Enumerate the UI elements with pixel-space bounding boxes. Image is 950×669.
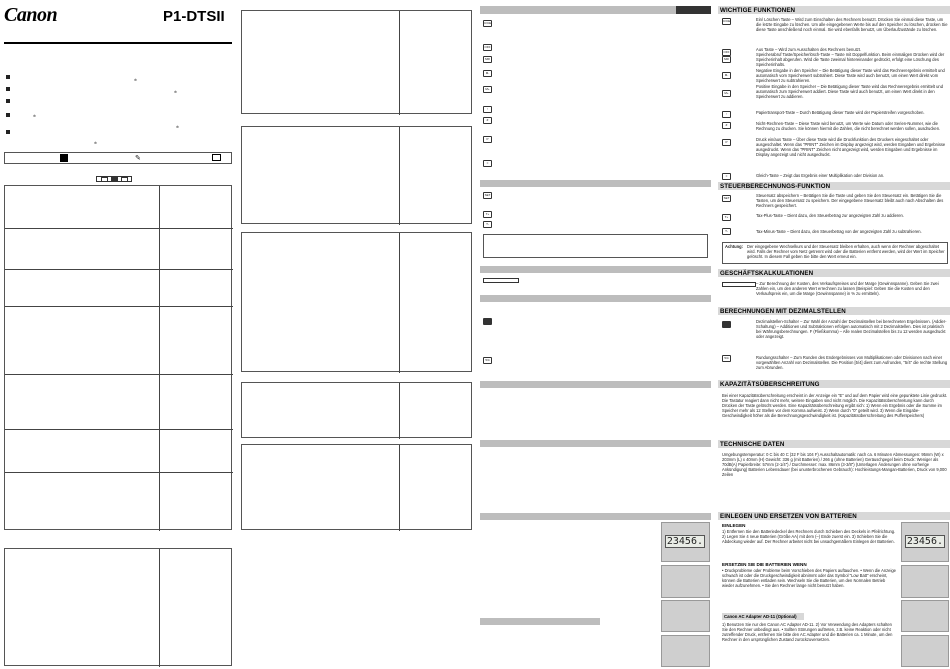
- header-bar: [480, 618, 600, 625]
- feed-key-icon: ↑: [722, 111, 731, 118]
- note-box: [483, 234, 708, 258]
- tax-minus-text: Tax-Minus-Taste – Dient dazu, den Steuerbetrag von der angezeigten Zahl zu subtrahieren.: [756, 229, 922, 234]
- battery-insert-photo: [901, 600, 949, 632]
- print-key-icon: P: [722, 139, 731, 146]
- header-bar: [480, 513, 711, 520]
- section-heading-batterien: EINLEGEN UND ERSETZEN VON BATTERIEN: [718, 512, 950, 520]
- tax-minus-key-icon: T-: [483, 221, 492, 228]
- page-key-reference: [480, 0, 711, 669]
- plus-symbol: ⊕: [174, 90, 178, 94]
- business-text: – Zur Berechnung der Kosten, des Verkaufspreises und der Marge (Gewinnspanne). Geben Sie zwei Zahlen ein, um den anderen Wert errechnen zu lassen (Beispiel: Geben Sie die Kosten und den Verkaufspreis ein, um die Marge (Gewinnspanne) in % zu ermitteln).: [756, 281, 939, 297]
- function-ein-loeschen: Ein/ Löschen Taste – Wird zum Einschalten des Rechners benutzt. Drücken Sie einmal diese Taste, um die letzte Eingabe zu löschen. Um alle eingegebenen Werte bis auf den Speicher zu löschen, drücken Sie diese Taste anschließend noch einmal. Sie wird ebenfalls benutzt, um Überlaufzustände zu löschen.: [756, 17, 948, 33]
- section-heading-kapazitaet: KAPAZITÄTSÜBERSCHREITUNG: [718, 380, 950, 388]
- tax-note-label: Achtung:: [725, 244, 743, 249]
- model-name: P1-DTSII: [163, 8, 225, 25]
- tax-plus-key-icon: T+: [483, 211, 492, 218]
- section-heading-steuer: STEUERBERECHNUNGS-FUNKTION: [718, 182, 950, 190]
- tax-plus-text: Tax-Plus-Taste – Dient dazu, den Steuerbetrag zur angezeigten Zahl zu addieren.: [756, 213, 904, 218]
- bullet-marker: [6, 75, 10, 79]
- printout-column-icon: [212, 154, 221, 161]
- example-block: [241, 444, 472, 530]
- page-left: [0, 0, 236, 669]
- off-key-icon: OFF: [723, 50, 730, 54]
- business-keys-icon: [722, 282, 756, 287]
- plus-symbol: ⊕: [134, 78, 138, 82]
- example-block: [241, 382, 472, 438]
- canon-logo: Canon: [4, 4, 58, 26]
- tax-note-text: Der eingegebene Wechselkurs und der Steuersatz bleiben erhalten, auch wenn der Rechner abgeschaltet wird. Falls der Rechner vom Netz getrennt wird oder die Batterien entfernt werden, wird der Wert im Speicher gelöscht. In diesem Fall geben Sie bitte den Wert erneut ein.: [747, 244, 945, 260]
- set-key-icon: SET: [723, 196, 730, 200]
- battery-ersetzen-text: • Druckprobleme oder Probleme beim Vorschieben des Papiers auftauchen. • Wenn die Anzeige schwach ist oder die Druckgeschwindigkeit abnimmt oder das Symbol "Low Batt" erscheint, können die Batterien entladen sein. Wechseln Sie die Batterien, um den Normalen Betrieb wieder aufzunehmen. • Sie den Rechner lange nicht benutzt haben.: [722, 568, 896, 589]
- function-positive-eingabe: Positive Eingabe in den Speicher – Die Betätigung dieser Taste wird das Rechnerergebnis ermittelt und automatisch zum Speicherwert addiert. Diese Taste wird auch benutzt, um einen Wert direkt in den Speicherwert zu addieren.: [756, 84, 943, 100]
- battery-einlegen-title: EINLEGEN: [722, 523, 746, 528]
- header-bar: [480, 180, 711, 187]
- tax-set-text: Steuersatz abspeichern – Betätigen Sie die Taste und geben Sie den Steuersatz ein. Betätigen Sie die Tasten, um den Steuersatz zu speichern. Der eingegebene Steuersatz bleibt auch nach Abschalten des Rechners gespeichert.: [756, 193, 944, 209]
- section-heading-dezimal: BERECHNUNGEN MIT DEZIMALSTELLEN: [718, 307, 950, 315]
- header-bar: [480, 440, 711, 447]
- plus-symbol: ⊕: [176, 125, 180, 129]
- header-bar: [480, 6, 711, 14]
- lcd-readout: 23456.: [666, 536, 703, 547]
- battery-cover-photo: [901, 565, 949, 598]
- battery-adapter-title: Canon AC Adapter AD-11 (Optional): [724, 614, 797, 619]
- page-german: [718, 0, 950, 669]
- battery-ersetzen-title: ERSETZEN SIE DIE BATTERIEN WENN: [722, 562, 807, 567]
- memory-recall-key-icon: MR: [722, 56, 731, 63]
- on-clear-key-icon: C/CE: [723, 19, 731, 23]
- example-block: [241, 126, 472, 224]
- decimal-switch-icon: [722, 321, 731, 328]
- example-table: [4, 185, 232, 530]
- header-bar: [480, 266, 711, 273]
- battery-einlegen-text: 1) Entfernen Sie den Batteriedeckel des Rechners durch Schieben des Deckels in Pfeilrichtung. 2) Legen Sie 4 neue Batterien (Größe AA) mit dem (–) Ende zuerst ein. 3) Schieben Sie die Abdeckung wieder auf. Der Rechner arbeitet nicht bei unsachgemäßem Einlegen der Batterien.: [722, 529, 896, 545]
- adapter-photo: [901, 635, 949, 667]
- on-clear-key-icon: C/CE: [484, 21, 492, 25]
- adapter-photo: [661, 635, 710, 667]
- header-bar: [480, 295, 711, 302]
- section-heading-technisch: TECHNISCHE DATEN: [718, 440, 950, 448]
- feed-key-icon: ↑: [483, 106, 492, 113]
- tax-minus-key-icon: T-: [722, 228, 731, 235]
- equal-key-icon: =: [483, 160, 492, 167]
- equal-key-icon: =: [722, 173, 731, 180]
- keys-column-icon: [60, 154, 68, 162]
- example-table-header: [4, 152, 232, 164]
- decimal-switch-text: Dezimalstellen-Schalter – Zur Wahl der Anzahl der Dezimalstellen bei berechneten Ergebnissen. (Addier-Schaltung) – Additionen und Subtraktionen erfolgen automatisch mit 2 Dezimalstellen. Dies ist praktisch bei Währungsberechnungen. F (Fließkomma) – Alle realen Dezimalstellen bis zu 12 werden ausgedruckt oder angezeigt.: [756, 319, 947, 340]
- memory-plus-key-icon: M+: [483, 86, 492, 93]
- function-negative-eingabe: Negative Eingabe in den Speicher – Die Betätigung dieser Taste wird das Rechnerergebnis ermittelt und automatisch vom Speicherwert subtrahiert. Diese Taste wird auch benutzt, um einen Wert direkt vom Speicherwert zu subtrahieren.: [756, 68, 945, 84]
- decimal-switch-icon: [483, 318, 492, 325]
- example-block: [241, 232, 472, 372]
- decimal-switch-indicator: [96, 176, 132, 182]
- plus-symbol: ⊕: [94, 141, 98, 145]
- page-examples: [241, 0, 475, 669]
- bullet-marker: [6, 87, 10, 91]
- header-bar: [480, 381, 711, 388]
- lcd-readout: 23456.: [906, 536, 943, 547]
- title-rule: [4, 42, 232, 44]
- function-gleich: Gleich-Taste – Zeigt das Ergebnis einer Multiplikation oder Division an.: [756, 173, 885, 178]
- round-switch-icon: 5/4: [722, 355, 731, 362]
- tech-text: Umgebungstemperatur: 0 C bis 40 C (32 F bis 104 F) Ausschaltautomatik: nach ca. 6 Minuten Abmessungen: 95mm (W) x 203mm (L) x 40mm (H) Gewicht: 336 g (mit Batterien) / 266 g (ohne Batterien) Geräuschpegel beim Druck: Weniger als 70dB(A) Papierbreite: 57mm (2-1/4") / Durchmesser: max. 86mm (3-3/8") (Unterlagen Änderungen ohne vorherige Ankündigung) Batterien Lebensdauer (bei ununterbrochenen Gebrauch): Hochleistungs-Mangan-Batterien, Druck von 9,000 Zeilen: [722, 452, 947, 478]
- battery-cover-photo: [661, 565, 710, 598]
- calculator-display-photo: [901, 522, 949, 562]
- example-block: [241, 10, 472, 114]
- memory-example-table: [4, 548, 232, 666]
- function-aus: Aus Taste – Wird zum Ausschalten des Rechners benutzt.: [756, 47, 862, 52]
- off-key-icon: OFF: [484, 45, 491, 49]
- bullet-marker: [6, 113, 10, 117]
- round-switch-text: Rundungsschalter – Zum Runden des Endergebnisses von Multiplikationen oder Divisionen nach einer vorgewählten Anzahl von Dezimalstellen. Die Position [5/4] dient zum Aufrunden, "5/4" die rechte Stellung zum Abrunden.: [756, 355, 948, 371]
- function-druck: Druck ein/aus Taste – Über diese Taste wird die Druckfunktion des Druckers eingeschaltet oder ausgeschaltet. Wenn das "PRINT" Zeichen im Display angezeigt wird, werden Eingaben und Ergebnisse ausgedruckt. Wenn das "PRINT" Zeichen nicht angezeigt wird, werden Eingaben und Ergebnisse im Display angezeigt und nicht ausgedruckt.: [756, 137, 946, 158]
- battery-adapter-text: 1) Benutzen Sie nur den Canon AC Adapter AD-11. 2) Vor Verwendung des Adapters schalten Sie den Rechner unbedingt aus. • Sollten Störungen auftreten, z.B. keine Reaktion oder nicht zutreffender Druck, entfernen Sie bitte den AC Adapter und die Batterien ca. 1 Minute, um den Rechner in den ursprünglichen Zustand zurückzuversetzen.: [722, 622, 893, 643]
- round-switch-icon: 5/4: [483, 357, 492, 364]
- battery-insert-photo: [661, 600, 710, 632]
- calculator-display-photo: [661, 522, 710, 562]
- non-add-key-icon: #: [483, 117, 492, 124]
- print-key-icon: P: [483, 136, 492, 143]
- bullet-marker: [6, 130, 10, 134]
- business-keys-icon: [483, 278, 519, 283]
- capacity-text: Bei einer Kapazitätsüberschreitung erscheint in der Anzeige ein "E" und auf dem Papier wird eine gepunktete Linie gedruckt. Die Tastatur reagiert dann nicht mehr, weitere Eingaben sind nicht möglich. Die Kapazitätsüberschreitung kann durch Drücken der Taste gelöscht werden. Eine Kapazitätsüberschreitung ergibt sich: 1) Wenn ein Ergebnis oder die Summe im Speicher mehr als 12 Stellen vor dem Komma aufweist. 2) Wenn durch "0" geteilt wird. 3) Wenn die Eingabe-Geschwindigkeit höher als die Berechnungsgeschwindigkeit ist. (Kapazitätsüberschreitung des Pufferspeichers): [722, 393, 948, 419]
- function-nicht-rechnen: Nicht-Rechnen-Taste – Diese Taste wird benutzt, um Werte wie Datum oder Serien-Nummer, wie die Rechnung zu drucken. Sie können hiermit die Zahlen, die nicht berechnet werden sollen, ausdrucken.: [756, 121, 941, 132]
- function-speicherabruf: Speicherabruf Taste/Speicherlösch-Taste – Taste mit Doppelfunktion. Beim einmaligen Drücken wird der Speicherinhalt abgerufen. Wird die Taste zweimal hintereinander gedrückt, erfolgt eine Löschung des Speicherinhalts.: [756, 52, 945, 68]
- tax-note-box: [722, 242, 948, 264]
- section-heading-geschaeft: GESCHÄFTSKALKULATIONEN: [718, 269, 950, 277]
- plus-symbol: ⊕: [33, 114, 37, 118]
- non-add-key-icon: #: [722, 122, 731, 129]
- set-key-icon: SET: [484, 193, 491, 197]
- bullet-marker: [6, 99, 10, 103]
- tax-plus-key-icon: T+: [722, 214, 731, 221]
- memory-minus-key-icon: M-: [483, 70, 492, 77]
- memory-plus-key-icon: M+: [722, 90, 731, 97]
- memory-recall-key-icon: MR: [483, 56, 492, 63]
- function-papiertransport: Papiertransport-Taste – Durch Betätigung dieser Taste wird der Papierstreifen vorgeschoben.: [756, 110, 925, 115]
- display-column-icon: ✎: [135, 155, 141, 162]
- memory-minus-key-icon: M-: [722, 72, 731, 79]
- section-heading-wichtige: WICHTIGE FUNKTIONEN: [718, 6, 950, 14]
